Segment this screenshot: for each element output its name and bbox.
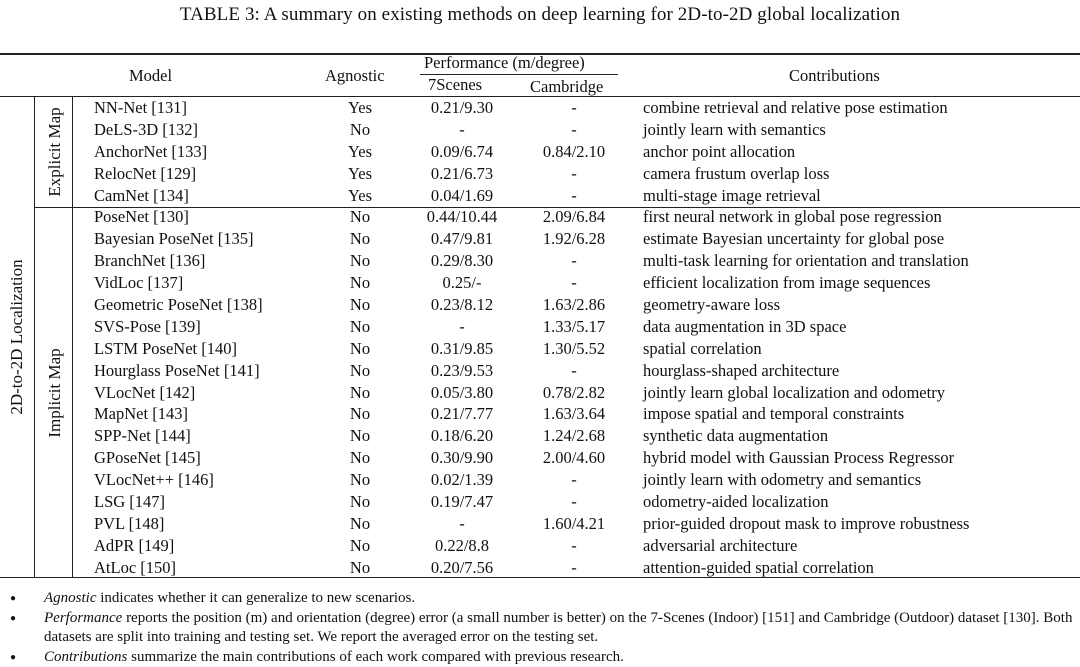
sevenscenes-cell: 0.23/9.53 [430, 360, 494, 380]
note-body: indicates whether it can generalize to new scenarios. [96, 590, 416, 606]
model-cell: AtLoc [150] [94, 557, 177, 577]
cambridge-cell: - [571, 557, 577, 577]
model-cell: DeLS-3D [132] [94, 119, 199, 139]
contribution-cell: prior-guided dropout mask to improve robustness [643, 513, 970, 533]
sevenscenes-cell: - [459, 513, 465, 533]
table-row [0, 316, 1080, 338]
agnostic-cell: No [349, 295, 371, 315]
table-row [0, 491, 1080, 513]
cambridge-cell: 0.84/2.10 [542, 141, 606, 161]
agnostic-cell: No [349, 360, 371, 380]
agnostic-cell: No [349, 229, 371, 249]
model-cell: Geometric PoseNet [138] [94, 295, 263, 315]
header-cambridge: Cambridge [530, 77, 604, 96]
model-cell: CamNet [134] [94, 185, 189, 205]
agnostic-cell: Yes [347, 98, 372, 117]
agnostic-cell: No [349, 404, 371, 424]
model-cell: MapNet [143] [94, 404, 188, 424]
table-row [0, 163, 1080, 185]
sevenscenes-cell: 0.18/6.20 [430, 426, 494, 446]
table-caption: TABLE 3: A summary on existing methods on deep learning for 2D-to-2D global localization [179, 4, 901, 25]
contribution-cell: data augmentation in 3D space [643, 316, 847, 336]
note-text [44, 609, 1080, 647]
contribution-cell: adversarial architecture [643, 535, 798, 555]
contribution-cell: first neural network in global pose regression [643, 207, 942, 227]
model-cell: Hourglass PoseNet [141] [94, 360, 260, 380]
model-cell: PoseNet [130] [94, 207, 189, 227]
bullet-icon: ● [10, 613, 17, 624]
model-cell: NN-Net [131] [94, 98, 188, 117]
note-text [44, 589, 1080, 608]
agnostic-cell: No [349, 207, 371, 227]
model-cell: AnchorNet [133] [94, 141, 208, 161]
table-row [0, 382, 1080, 404]
table-row [0, 557, 1080, 579]
contribution-cell: attention-guided spatial correlation [643, 557, 874, 577]
group-label-implicit: Implicit Map [45, 348, 64, 438]
cambridge-cell: - [571, 119, 577, 139]
agnostic-cell: No [349, 448, 371, 468]
model-cell: AdPR [149] [94, 535, 175, 555]
table-row [0, 338, 1080, 360]
agnostic-cell: No [349, 470, 371, 490]
model-cell: Bayesian PoseNet [135] [94, 229, 254, 249]
sevenscenes-cell: 0.21/9.30 [430, 98, 494, 117]
sevenscenes-cell: 0.23/8.12 [430, 295, 494, 315]
sevenscenes-cell: 0.29/8.30 [430, 251, 494, 271]
note-text [44, 648, 1080, 667]
sevenscenes-cell: 0.47/9.81 [430, 229, 494, 249]
contribution-cell: combine retrieval and relative pose estimation [643, 98, 948, 117]
agnostic-cell: No [349, 557, 371, 577]
agnostic-cell: No [349, 382, 371, 402]
model-cell: LSG [147] [94, 492, 166, 512]
sevenscenes-cell: - [459, 119, 465, 139]
model-cell: BranchNet [136] [94, 251, 206, 271]
table-row [0, 272, 1080, 294]
agnostic-cell: No [349, 535, 371, 555]
header-contributions: Contributions [789, 66, 880, 85]
agnostic-cell: Yes [347, 163, 372, 183]
cambridge-cell: - [571, 492, 577, 512]
contribution-cell: jointly learn with odometry and semantics [643, 470, 922, 490]
note-term: Contributions [44, 649, 128, 665]
table-row [0, 97, 1080, 119]
model-cell: VLocNet [142] [94, 382, 196, 402]
cambridge-cell: 1.92/6.28 [542, 229, 606, 249]
cambridge-cell: 1.30/5.52 [542, 338, 606, 358]
contribution-cell: spatial correlation [643, 338, 762, 358]
note-term: Performance [44, 610, 123, 626]
group-label-explicit: Explicit Map [45, 107, 64, 197]
cambridge-cell: - [571, 163, 577, 183]
table-row [0, 294, 1080, 316]
sevenscenes-cell: 0.21/7.77 [430, 404, 494, 424]
model-cell: SVS-Pose [139] [94, 316, 201, 336]
contribution-cell: jointly learn global localization and odometry [643, 382, 945, 402]
table-row [0, 119, 1080, 141]
outer-group-label: 2D-to-2D Localization [7, 259, 26, 415]
contribution-cell: odometry-aided localization [643, 492, 829, 512]
agnostic-cell: No [349, 251, 371, 271]
sevenscenes-cell: 0.25/- [442, 273, 482, 293]
cambridge-cell: - [571, 251, 577, 271]
table-row [0, 141, 1080, 163]
sevenscenes-cell: 0.44/10.44 [426, 207, 498, 227]
contribution-cell: hybrid model with Gaussian Process Regressor [643, 448, 955, 468]
sevenscenes-cell: 0.19/7.47 [430, 492, 494, 512]
sevenscenes-cell: 0.09/6.74 [430, 141, 494, 161]
header-agnostic: Agnostic [325, 66, 385, 85]
contribution-cell: hourglass-shaped architecture [643, 360, 840, 380]
cambridge-cell: 0.78/2.82 [542, 382, 606, 402]
model-cell: GPoseNet [145] [94, 448, 201, 468]
agnostic-cell: Yes [347, 185, 372, 205]
table-row [0, 185, 1080, 207]
bottom-rule [0, 577, 1080, 578]
sevenscenes-cell: 0.21/6.73 [430, 163, 494, 183]
model-cell: RelocNet [129] [94, 163, 197, 183]
sevenscenes-cell: 0.20/7.56 [430, 557, 494, 577]
cambridge-cell: 2.09/6.84 [542, 207, 606, 227]
model-cell: LSTM PoseNet [140] [94, 338, 237, 358]
cambridge-cell: 1.24/2.68 [542, 426, 606, 446]
table-row [0, 425, 1080, 447]
contribution-cell: anchor point allocation [643, 141, 796, 161]
model-cell: VidLoc [137] [94, 273, 184, 293]
contribution-cell: camera frustum overlap loss [643, 163, 830, 183]
cambridge-cell: 1.33/5.17 [542, 316, 606, 336]
agnostic-cell: No [349, 426, 371, 446]
agnostic-cell: No [349, 513, 371, 533]
header-7scenes: 7Scenes [428, 75, 483, 94]
cambridge-cell: 1.63/3.64 [542, 404, 606, 424]
cambridge-cell: - [571, 98, 577, 117]
contribution-cell: multi-stage image retrieval [643, 185, 821, 205]
contribution-cell: jointly learn with semantics [643, 119, 826, 139]
table-body [0, 97, 1080, 579]
contribution-cell: impose spatial and temporal constraints [643, 404, 905, 424]
bullet-icon: ● [10, 652, 17, 663]
contribution-cell: synthetic data augmentation [643, 426, 829, 446]
sevenscenes-cell: 0.05/3.80 [430, 382, 494, 402]
agnostic-cell: No [349, 492, 371, 512]
table-row [0, 513, 1080, 535]
sevenscenes-cell: - [459, 316, 465, 336]
contribution-cell: geometry-aware loss [643, 295, 780, 315]
agnostic-cell: No [349, 273, 371, 293]
note-body: reports the position (m) and orientation (degree) error (a small number is better) on the 7-Scenes (Indoor) [151] and Cambridge (Outdoor) dataset [130]. Both datasets are split into training and testing set. We report the averaged error on the testing set. [44, 610, 1073, 645]
table-row [0, 250, 1080, 272]
model-cell: SPP-Net [144] [94, 426, 191, 446]
table-row [0, 360, 1080, 382]
agnostic-cell: No [349, 119, 371, 139]
cambridge-cell: 1.63/2.86 [542, 295, 606, 315]
sevenscenes-cell: 0.22/8.8 [434, 535, 490, 555]
table-row [0, 535, 1080, 557]
sevenscenes-cell: 0.04/1.69 [430, 185, 494, 205]
cambridge-cell: 1.60/4.21 [542, 513, 606, 533]
cambridge-cell: - [571, 535, 577, 555]
table-row [0, 228, 1080, 250]
contribution-cell: multi-task learning for orientation and translation [643, 251, 969, 271]
cambridge-cell: 2.00/4.60 [542, 448, 606, 468]
contribution-cell: estimate Bayesian uncertainty for global pose [643, 229, 945, 249]
cambridge-cell: - [571, 273, 577, 293]
contribution-cell: efficient localization from image sequences [643, 273, 931, 293]
table-row [0, 206, 1080, 228]
table-row [0, 403, 1080, 425]
bullet-icon: ● [10, 593, 17, 604]
table-row [0, 469, 1080, 491]
header-model: Model [129, 66, 173, 85]
agnostic-cell: No [349, 316, 371, 336]
sevenscenes-cell: 0.30/9.90 [430, 448, 494, 468]
cambridge-cell: - [571, 185, 577, 205]
note-term: Agnostic [44, 590, 97, 606]
agnostic-cell: Yes [347, 141, 372, 161]
model-cell: VLocNet++ [146] [94, 470, 214, 490]
cambridge-cell: - [571, 360, 577, 380]
note-body: summarize the main contributions of each work compared with previous research. [127, 649, 624, 665]
sevenscenes-cell: 0.02/1.39 [430, 470, 494, 490]
sevenscenes-cell: 0.31/9.85 [430, 338, 494, 358]
model-cell: PVL [148] [94, 513, 165, 533]
cambridge-cell: - [571, 470, 577, 490]
table-row [0, 447, 1080, 469]
header-performance: Performance (m/degree) [424, 53, 585, 72]
agnostic-cell: No [349, 338, 371, 358]
